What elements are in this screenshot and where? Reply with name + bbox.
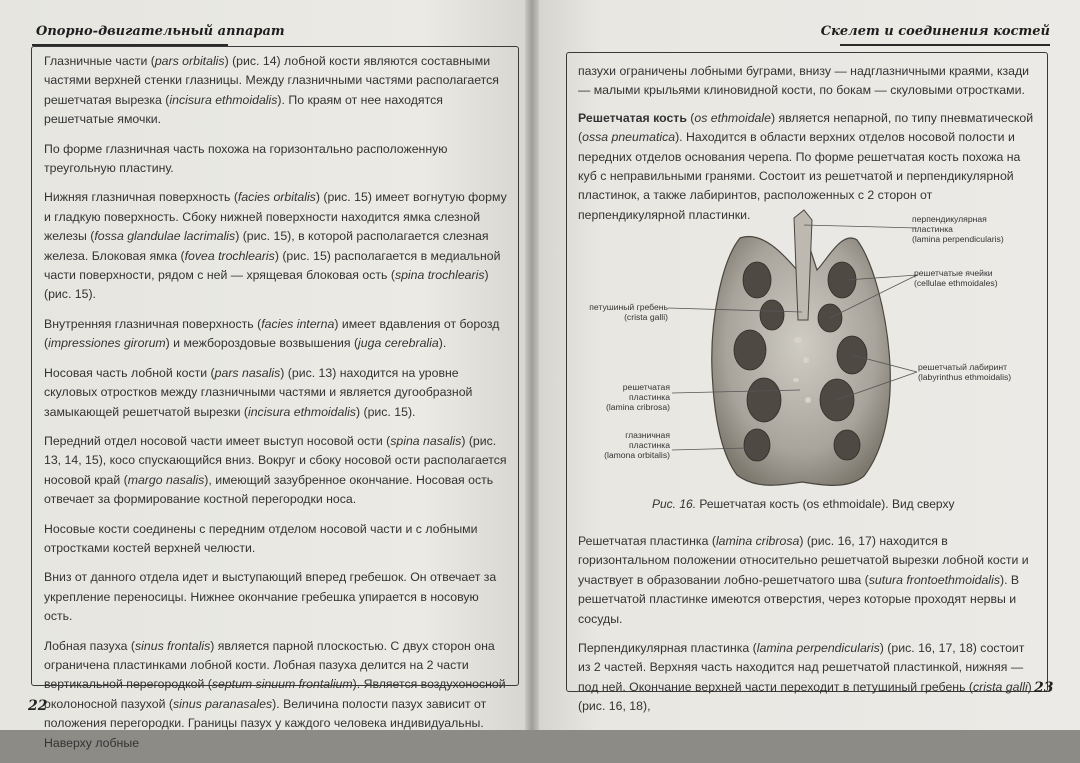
label-perpendicular-plate: перпендикулярная пластинка (lamina perpendicularis) (912, 214, 1004, 244)
paragraph: Перпендикулярная пластинка (lamina perpendicularis) (рис. 16, 17, 18) состоит из 2 частей. Верхняя часть находится над решетчатой пластинкой, нижняя — под ней. Окончание верхней части переходит в петушиный гребень (crista galli) (рис. 16, 18), (578, 641, 1032, 714)
label-orbital-plate: глазничная пластинка (lamona orbitalis) (604, 430, 670, 460)
figure-caption: Рис. 16. Решетчатая кость (os ethmoidale). Вид сверху (652, 497, 955, 511)
paragraph: Решетчатая кость (os ethmoidale) является непарной, по типу пневматической (ossa pneumatica). Находится в области верхних отделов носовой полости и передних отделов основания черепа. По форме решетчатая кость похожа на куб с неправильными гранями. Состоит из решетчатой и перпендикулярной пластинок, а также лабиринтов, расположенных с 2 сторон от перпендикулярной пластинки. (578, 110, 1034, 222)
paragraph: По форме глазничная часть похожа на горизонтально расположенную треугольную пластину. (44, 141, 448, 176)
book-gutter (525, 0, 539, 730)
paragraph: Вниз от данного отдела идет и выступающий вперед гребешок. Он отвечает за укрепление переносицы. Нижнее окончание гребешка упирается в носовую ость. (44, 570, 497, 624)
paragraph: Лобная пазуха (sinus frontalis) является парной плоскостью. С двух сторон она ограничена пластинками лобной кости. Лобная пазуха делится на 2 части вертикальной перегородкой (septum sinuum frontalium). Является воздухоносной околоносной пазухой (sinus paranasales). Величина полости пазух зависит от положения перегородки. Границы пазух у каждого человека индивидуальны. Наверху лобные (44, 638, 506, 750)
right-text-column-bottom (578, 532, 1040, 727)
left-page-header: Опорно-двигательный аппарат (36, 24, 285, 39)
label-crista-galli: петушиный гребень (crista galli) (589, 302, 668, 322)
paragraph: Внутренняя глазничная поверхность (facies interna) имеет вдавления от борозд (impressiones girorum) и межбороздовые возвышения (juga cerebralia). (44, 316, 500, 351)
paragraph: Нижняя глазничная поверхность (facies orbitalis) (рис. 15) имеет вогнутую форму и гладкую поверхность. Сбоку нижней поверхности находится ямка слезной железы (fossa glandulae lacrimalis) (рис. 15), в которой располагается слезная железа. Блоковая ямка (fovea trochlearis) (рис. 15) располагается в медиальной части поверхности, рядом с ней — хрящевая блоковая ость (spina trochlearis) (рис. 15). (44, 190, 507, 302)
paragraph: пазухи ограничены лобными буграми, внизу — надглазничными краями, кзади — малыми крыльями клиновидной кости, по бокам — скуловыми отростками. (578, 64, 1030, 98)
paragraph: Носовая часть лобной кости (pars nasalis) (рис. 13) находится на уровне скуловых отростков между глазничными частями и является дугообразной замыкающей решетчатой вырезки (incisura ethmoidalis) (рис. 15). (44, 365, 473, 419)
paragraph: Носовые кости соединены с передним отделом носовой части и с лобными отростками костей верхней челюсти. (44, 521, 478, 555)
right-page-header: Скелет и соединения костей (820, 24, 1050, 39)
ethmoid-bone-illustration (572, 200, 1042, 520)
paragraph: Передний отдел носовой части имеет выступ носовой ости (spina nasalis) (рис. 13, 14, 15), косо спускающийся вниз. Вокруг и сбоку носовой ости располагается носовой край (margo nasalis), имеющий зазубренное окончание. Носовая ость отвечает за формирование костной перегородки носа. (44, 433, 507, 507)
right-page-number: 23 (1034, 680, 1054, 696)
label-ethmoid-cells: решетчатые ячейки (cellulae ethmoidales) (914, 268, 998, 288)
paragraph: Решетчатая пластинка (lamina cribrosa) (рис. 16, 17) находится в горизонтальном положении относительно решетчатой вырезки лобной кости и участвует в образовании лобно-решетчатого шва (sutura frontoethmoidalis). В решетчатой пластинке имеются отверстия, через которые проходят нервы и сосуды. (578, 534, 1029, 626)
paragraph: Глазничные части (pars orbitalis) (рис. 14) лобной кости являются составными частями верхней стенки глазницы. Между глазничными частями располагается решетчатая вырезка (incisura ethmoidalis). По краям от нее находятся решетчатые ямочки. (44, 54, 499, 127)
left-text-column (44, 52, 510, 763)
label-cribriform-plate: решетчатая пластинка (lamina cribrosa) (606, 382, 670, 412)
right-header-rule (840, 44, 1050, 46)
left-page-number: 22 (28, 698, 48, 714)
label-ethmoid-labyrinth: решетчатый лабиринт (labyrinthus ethmoidalis) (918, 362, 1012, 382)
